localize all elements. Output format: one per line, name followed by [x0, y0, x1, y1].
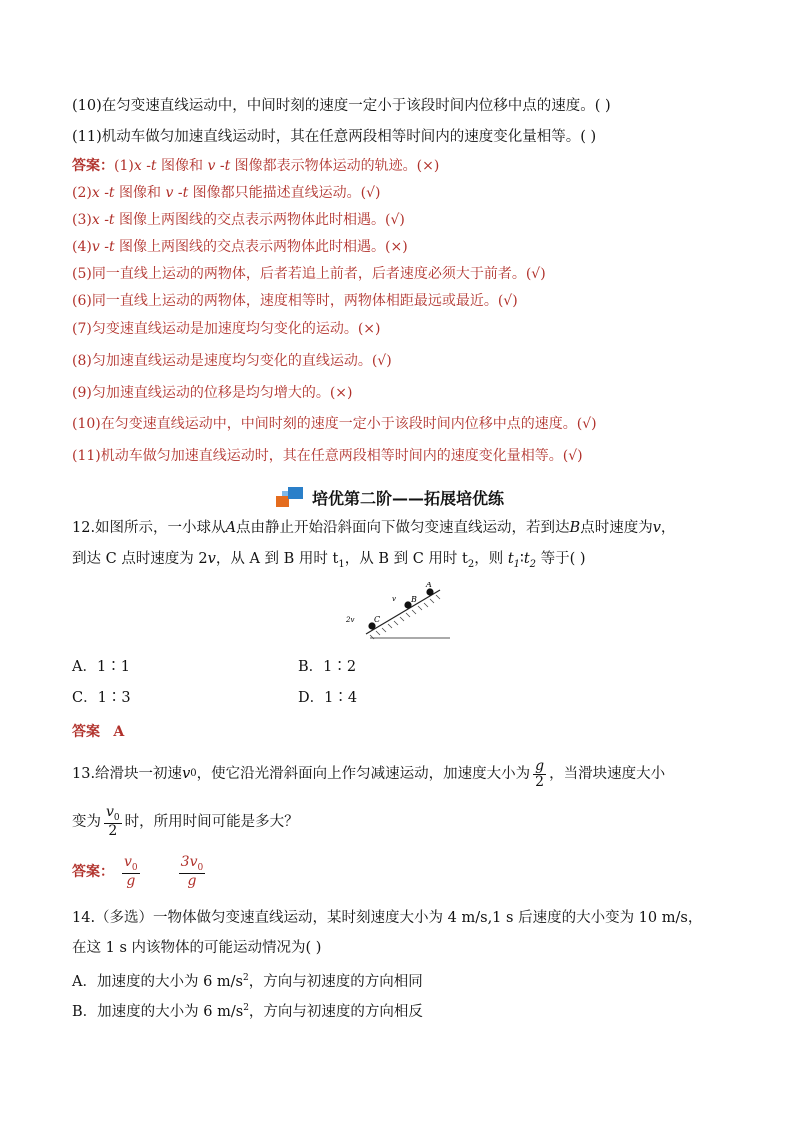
q12-option-b[interactable]: B．1∶2 — [298, 659, 357, 675]
q13-answer: 答案： $\frac{v_0}{g}$ $\frac{3v_0}{g}$ — [72, 854, 204, 890]
frac-v0-over-2: $\frac{v_0}{2}$ — [106, 804, 120, 840]
q12-option-c[interactable]: C．1∶3 — [72, 690, 131, 706]
answer-7: (7)匀变速直线运动是加速度均匀变化的运动。(×) — [72, 321, 381, 337]
answer-9: (9)匀加速直线运动的位移是均匀增大的。(×) — [72, 385, 353, 401]
answer-11: (11)机动车做匀加速直线运动时，其在任意两段相等时间内的速度变化量相等。(√) — [72, 448, 583, 464]
answer-2: (2)x -t 图像和 v -t 图像都只能描述直线运动。(√) — [72, 185, 381, 201]
answer-1: 答案：(1)x -t 图像和 v -t 图像都表示物体运动的轨迹。(×) — [72, 158, 440, 174]
answer-8: (8)匀加速直线运动是速度均匀变化的直线运动。(√) — [72, 353, 392, 369]
incline-figure — [336, 582, 454, 644]
section-title: 培优第二阶——拓展培优练 — [312, 488, 505, 508]
statement-11: (11)机动车做匀加速直线运动时，其在任意两段相等时间内的速度变化量相等。( ) — [72, 129, 597, 145]
q13-line-1: 13.给滑块一初速 v 0 ，使它沿光滑斜面向上作匀减速运动，加速度大小为 $\frac{g}{2}$ ，当滑块速度大小 — [72, 757, 666, 790]
q12-line-1: 12.如图所示，一小球从A点由静止开始沿斜面向下做匀变速直线运动，若到达B点时速度为v， — [72, 520, 676, 536]
answer-6: (6)同一直线上运动的两物体，速度相等时，两物体相距最远或最近。(√) — [72, 293, 518, 309]
answer-frac-3v0-over-g: $\frac{3v_0}{g}$ — [180, 854, 204, 890]
q14-line-2: 在这 1 s 内该物体的可能运动情况为( ) — [72, 940, 322, 956]
q13-line-2: 变为 $\frac{v_0}{2}$ 时，所用时间可能是多大？ — [72, 804, 299, 840]
section-blocks-icon — [276, 485, 304, 509]
section-header — [276, 484, 504, 510]
q12-option-d[interactable]: D．1∶4 — [298, 690, 358, 706]
answer-10: (10)在匀变速直线运动中，中间时刻的速度一定小于该段时间内位移中点的速度。(√) — [72, 416, 597, 432]
label-c: C — [374, 615, 381, 624]
label-a: A — [426, 582, 432, 589]
frac-g-over-2: $\frac{g}{2}$ — [535, 757, 545, 790]
q12-answer: 答案 A — [72, 724, 125, 740]
label-b: B — [411, 595, 417, 604]
answer-3: (3)x -t 图像上两图线的交点表示两物体此时相遇。(√) — [72, 212, 405, 228]
answer-4: (4)v -t 图像上两图线的交点表示两物体此时相遇。(×) — [72, 239, 408, 255]
answer-frac-v0-over-g: $\frac{v_0}{g}$ — [124, 854, 138, 890]
label-2v: 2v — [346, 616, 355, 624]
answer-label: 答案： — [72, 158, 114, 174]
q14-option-a[interactable]: A．加速度的大小为 6 $m/s^2$，方向与初速度的方向相同 — [72, 973, 423, 990]
ball-a — [426, 588, 433, 595]
label-v: v — [392, 595, 396, 603]
statement-10: (10)在匀变速直线运动中，中间时刻的速度一定小于该段时间内位移中点的速度。( ) — [72, 98, 611, 114]
answer-5: (5)同一直线上运动的两物体，后者若追上前者，后者速度必须大于前者。(√) — [72, 266, 546, 282]
q12-option-a[interactable]: A．1∶1 — [72, 659, 130, 675]
q14-option-b[interactable]: B．加速度的大小为 6 $m/s^2$，方向与初速度的方向相反 — [72, 1003, 423, 1020]
q12-line-2: 到达 C 点时速度为 2v，从 A 到 B 用时 $t_1$，从 B 到 C 用时 $t_2$，则 $t_1∶t_2$ 等于( ) — [72, 551, 586, 570]
q14-line-1: 14.（多选）一物体做匀变速直线运动，某时刻速度大小为 4 m/s,1 s 后速度的大小变为 10 m/s， — [72, 910, 703, 926]
